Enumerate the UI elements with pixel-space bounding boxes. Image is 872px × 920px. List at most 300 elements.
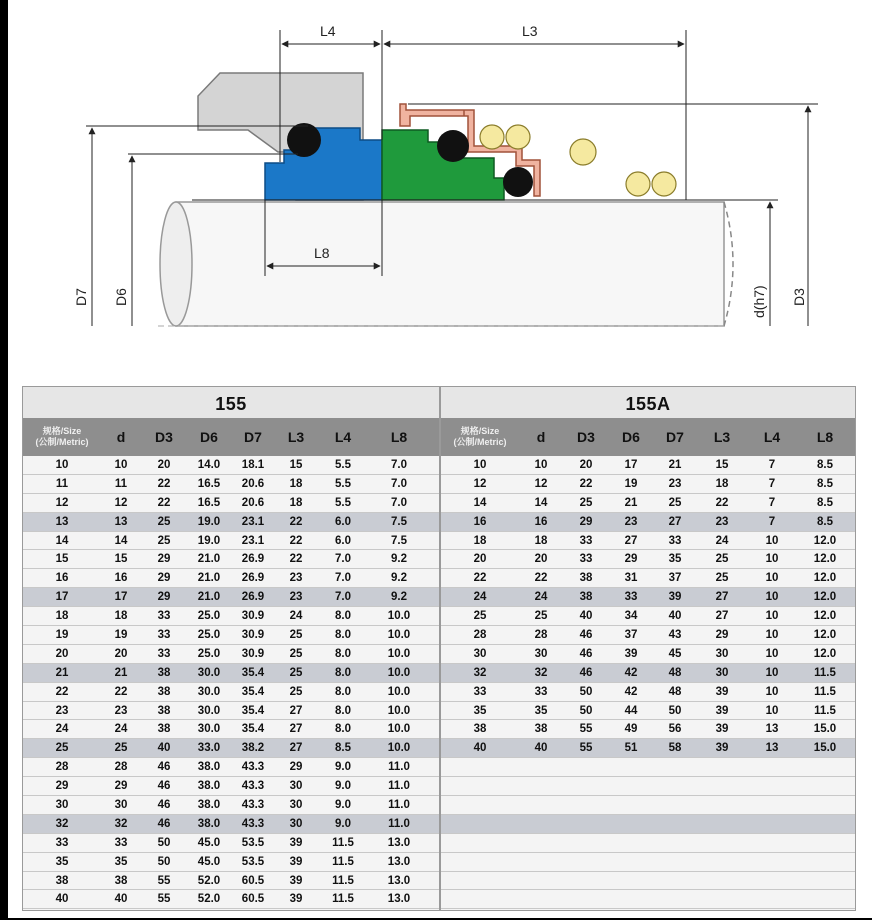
table-cell: 16.5 — [197, 496, 221, 509]
dim-label-d3: D3 — [791, 288, 807, 306]
table-cell: 13.0 — [387, 855, 411, 868]
table-cell: 25.0 — [197, 628, 221, 641]
table-cell: 60.5 — [241, 893, 265, 906]
table-cell: 42 — [624, 685, 638, 698]
table-cell: 20 — [114, 647, 128, 660]
table-row-empty — [441, 777, 855, 796]
table-cell: 33 — [114, 836, 128, 849]
table-cell: 20 — [579, 458, 593, 471]
table-cell: 39 — [289, 836, 303, 849]
table-row — [23, 815, 439, 834]
table-cell: 26.9 — [241, 572, 265, 585]
table-row — [23, 494, 439, 513]
table-cell: 10 — [765, 666, 779, 679]
header-cell: L3 — [287, 429, 305, 445]
spring-ball — [480, 125, 504, 149]
table-cell: 21.0 — [197, 572, 221, 585]
table-cell: 19.0 — [197, 534, 221, 547]
table-cell: 17 — [55, 591, 69, 604]
table-cell: 27 — [289, 742, 303, 755]
table-cell: 7 — [768, 515, 776, 528]
table-cell: 18 — [715, 477, 729, 490]
table-cell: 29 — [114, 780, 128, 793]
dim-label-l4: L4 — [320, 23, 336, 39]
table-cell: 20 — [157, 458, 171, 471]
table-cell: 10 — [534, 458, 548, 471]
o-ring — [287, 123, 321, 157]
table-cell: 21 — [114, 666, 128, 679]
dim-label-dh7: d(h7) — [751, 285, 767, 318]
table-cell: 11.0 — [388, 780, 410, 793]
table-row — [441, 588, 855, 607]
table-row — [23, 777, 439, 796]
table-title: 155 — [23, 387, 439, 418]
spring-ball — [506, 125, 530, 149]
table-cell: 25.0 — [197, 610, 221, 623]
table-cell: 7 — [768, 458, 776, 471]
header-cell: d — [116, 429, 126, 445]
table-cell: 29 — [157, 591, 171, 604]
table-header — [441, 418, 855, 456]
table-cell: 30 — [289, 798, 303, 811]
table-cell: 29 — [157, 572, 171, 585]
table-cell: 20 — [473, 553, 487, 566]
table-cell: 11.0 — [388, 817, 410, 830]
table-cell: 43 — [668, 628, 682, 641]
table-cell: 10 — [765, 647, 779, 660]
table-cell: 13 — [55, 515, 69, 528]
table-cell: 17 — [114, 591, 128, 604]
table-cell: 27 — [715, 610, 729, 623]
table-cell: 16 — [534, 515, 548, 528]
table-cell: 8.0 — [335, 610, 351, 623]
table-cell: 49 — [624, 723, 638, 736]
table-cell: 38.0 — [197, 761, 221, 774]
table-cell: 35.4 — [241, 723, 265, 736]
table-row — [23, 645, 439, 664]
table-row-empty — [441, 853, 855, 872]
table-cell: 15.0 — [813, 723, 837, 736]
table-cell: 27 — [289, 704, 303, 717]
table-cell: 25 — [289, 685, 303, 698]
table-cell: 10 — [765, 685, 779, 698]
table-cell: 30 — [289, 780, 303, 793]
table-cell: 15 — [55, 553, 69, 566]
table-cell: 29 — [715, 628, 729, 641]
header-cell: L8 — [816, 429, 834, 445]
table-155a — [440, 386, 856, 911]
table-cell: 10 — [765, 704, 779, 717]
table-cell: 21.0 — [197, 553, 221, 566]
table-cell: 8.5 — [817, 458, 833, 471]
table-cell: 52.0 — [197, 893, 221, 906]
table-cell: 23.1 — [241, 534, 265, 547]
table-cell: 39 — [289, 874, 303, 887]
catalog-page — [8, 0, 872, 918]
table-cell: 9.0 — [335, 761, 351, 774]
table-cell: 7.0 — [391, 477, 407, 490]
table-row-empty — [441, 796, 855, 815]
table-cell: 19.0 — [197, 515, 221, 528]
table-row — [441, 513, 855, 532]
table-cell: 11.0 — [388, 798, 410, 811]
table-cell: 38.0 — [197, 817, 221, 830]
table-cell: 38 — [473, 723, 487, 736]
table-row — [23, 834, 439, 853]
table-cell: 10 — [765, 591, 779, 604]
table-cell: 26.9 — [241, 591, 265, 604]
table-cell: 30.0 — [197, 704, 221, 717]
table-cell: 12 — [114, 496, 128, 509]
table-row — [23, 550, 439, 569]
table-row — [441, 456, 855, 475]
table-row — [23, 739, 439, 758]
table-cell: 38 — [157, 723, 171, 736]
table-cell: 46 — [157, 798, 171, 811]
table-cell: 23 — [715, 515, 729, 528]
table-cell: 26.9 — [241, 553, 265, 566]
table-row — [441, 702, 855, 721]
table-cell: 35 — [473, 704, 487, 717]
table-cell: 22 — [289, 534, 303, 547]
table-cell: 51 — [624, 742, 638, 755]
table-cell: 11 — [114, 477, 128, 490]
table-cell: 30 — [715, 666, 729, 679]
table-row — [23, 702, 439, 721]
table-row-empty — [441, 872, 855, 891]
table-cell: 15 — [289, 458, 303, 471]
table-cell: 10 — [765, 610, 779, 623]
table-cell: 8.5 — [335, 742, 351, 755]
table-row — [23, 853, 439, 872]
spring-ball — [652, 172, 676, 196]
table-cell: 43.3 — [241, 817, 265, 830]
table-cell: 27 — [624, 534, 638, 547]
table-cell: 52.0 — [197, 874, 221, 887]
table-cell: 29 — [157, 553, 171, 566]
table-cell: 11.5 — [332, 836, 354, 849]
table-cell: 18 — [289, 477, 303, 490]
table-cell: 10 — [114, 458, 128, 471]
table-cell: 7.0 — [391, 458, 407, 471]
table-cell: 9.0 — [335, 780, 351, 793]
table-row — [441, 607, 855, 626]
table-cell: 53.5 — [241, 855, 265, 868]
table-cell: 25 — [473, 610, 487, 623]
table-cell: 55 — [157, 874, 171, 887]
table-cell: 10 — [765, 628, 779, 641]
table-cell: 40 — [668, 610, 682, 623]
table-cell: 25 — [289, 628, 303, 641]
table-cell: 13.0 — [387, 836, 411, 849]
table-cell: 12.0 — [813, 534, 837, 547]
header-size: 规格/Size (公制/Metric) — [35, 426, 89, 447]
table-cell: 12 — [55, 496, 69, 509]
table-cell: 11.5 — [814, 704, 836, 717]
table-cell: 38 — [157, 704, 171, 717]
table-cell: 7.5 — [391, 515, 407, 528]
table-cell: 15 — [114, 553, 128, 566]
table-cell: 16 — [114, 572, 128, 585]
table-cell: 18.1 — [241, 458, 265, 471]
table-cell: 6.0 — [335, 534, 351, 547]
table-cell: 12 — [473, 477, 487, 490]
table-cell: 14.0 — [197, 458, 221, 471]
table-cell: 37 — [668, 572, 682, 585]
table-row-empty — [441, 890, 855, 909]
table-cell: 39 — [715, 742, 729, 755]
table-cell: 39 — [624, 647, 638, 660]
table-cell: 12.0 — [813, 572, 837, 585]
table-cell: 33 — [624, 591, 638, 604]
table-cell: 30 — [55, 798, 69, 811]
dim-label-l8: L8 — [314, 245, 330, 261]
table-cell: 38 — [579, 591, 593, 604]
table-cell: 16 — [55, 572, 69, 585]
header-cell: D7 — [666, 429, 684, 445]
table-cell: 30 — [715, 647, 729, 660]
table-cell: 8.0 — [335, 685, 351, 698]
table-cell: 11.5 — [332, 874, 354, 887]
table-cell: 22 — [55, 685, 69, 698]
table-cell: 22 — [715, 496, 729, 509]
table-row — [441, 664, 855, 683]
table-row — [441, 550, 855, 569]
dim-label-d6: D6 — [113, 288, 129, 306]
table-cell: 8.0 — [335, 704, 351, 717]
table-cell: 11.0 — [388, 761, 410, 774]
table-cell: 8.5 — [817, 477, 833, 490]
table-cell: 11 — [55, 477, 69, 490]
shaft — [158, 202, 733, 326]
table-header — [23, 418, 439, 456]
table-cell: 19 — [55, 628, 69, 641]
table-cell: 25 — [715, 553, 729, 566]
table-cell: 43.3 — [241, 780, 265, 793]
table-cell: 38 — [534, 723, 548, 736]
table-cell: 38 — [579, 572, 593, 585]
table-cell: 9.2 — [391, 572, 407, 585]
table-cell: 12.0 — [813, 553, 837, 566]
table-cell: 20.6 — [241, 477, 265, 490]
table-cell: 40 — [534, 742, 548, 755]
table-cell: 10 — [55, 458, 69, 471]
table-cell: 35 — [114, 855, 128, 868]
table-cell: 29 — [55, 780, 69, 793]
table-cell: 46 — [157, 817, 171, 830]
table-cell: 10.0 — [387, 610, 411, 623]
table-row — [23, 607, 439, 626]
table-cell: 13.0 — [387, 893, 411, 906]
table-cell: 30 — [473, 647, 487, 660]
table-cell: 46 — [579, 628, 593, 641]
table-row — [23, 588, 439, 607]
table-cell: 46 — [157, 780, 171, 793]
table-cell: 18 — [534, 534, 548, 547]
table-cell: 5.5 — [335, 477, 351, 490]
table-cell: 20.6 — [241, 496, 265, 509]
table-row — [23, 872, 439, 891]
table-cell: 23 — [289, 572, 303, 585]
table-cell: 7.0 — [391, 496, 407, 509]
header-cell: L3 — [713, 429, 731, 445]
table-cell: 24 — [289, 610, 303, 623]
table-cell: 10 — [765, 534, 779, 547]
table-row — [23, 532, 439, 551]
table-cell: 24 — [473, 591, 487, 604]
table-title: 155A — [441, 387, 855, 418]
table-row — [23, 664, 439, 683]
table-row — [23, 683, 439, 702]
table-cell: 33 — [668, 534, 682, 547]
table-row — [23, 890, 439, 909]
table-cell: 8.0 — [335, 647, 351, 660]
dim-label-l3: L3 — [522, 23, 538, 39]
table-cell: 13 — [765, 723, 779, 736]
table-cell: 33 — [157, 610, 171, 623]
header-cell: D6 — [622, 429, 640, 445]
table-cell: 38 — [157, 666, 171, 679]
table-cell: 31 — [624, 572, 638, 585]
table-cell: 28 — [55, 761, 69, 774]
table-cell: 32 — [114, 817, 128, 830]
table-row — [441, 532, 855, 551]
table-row — [23, 796, 439, 815]
table-cell: 38.2 — [241, 742, 265, 755]
table-cell: 30 — [534, 647, 548, 660]
table-body — [441, 456, 855, 909]
table-cell: 35 — [534, 704, 548, 717]
table-cell: 34 — [624, 610, 638, 623]
table-cell: 55 — [579, 742, 593, 755]
table-cell: 46 — [157, 761, 171, 774]
table-cell: 53.5 — [241, 836, 265, 849]
table-cell: 32 — [534, 666, 548, 679]
table-155 — [22, 386, 440, 911]
table-cell: 44 — [624, 704, 638, 717]
header-size: 规格/Size (公制/Metric) — [453, 426, 507, 447]
table-row — [441, 494, 855, 513]
table-cell: 22 — [157, 496, 171, 509]
table-cell: 14 — [534, 496, 548, 509]
table-cell: 19 — [114, 628, 128, 641]
table-cell: 50 — [157, 836, 171, 849]
table-cell: 11.5 — [332, 893, 354, 906]
table-cell: 33 — [157, 647, 171, 660]
table-cell: 22 — [114, 685, 128, 698]
table-row-empty — [441, 834, 855, 853]
table-cell: 30 — [289, 817, 303, 830]
table-body — [23, 456, 439, 909]
table-cell: 7.0 — [335, 553, 351, 566]
table-row — [441, 569, 855, 588]
table-cell: 35 — [668, 553, 682, 566]
table-cell: 25 — [289, 666, 303, 679]
table-cell: 9.2 — [391, 591, 407, 604]
table-cell: 45.0 — [197, 836, 221, 849]
table-cell: 39 — [715, 704, 729, 717]
table-row — [441, 475, 855, 494]
table-cell: 25 — [55, 742, 69, 755]
table-cell: 19 — [624, 477, 638, 490]
table-row — [23, 758, 439, 777]
header-cell: L4 — [334, 429, 352, 445]
seal-cross-section-drawing — [8, 0, 872, 340]
table-cell: 30.0 — [197, 685, 221, 698]
table-cell: 60.5 — [241, 874, 265, 887]
table-row — [23, 720, 439, 739]
header-cell: D3 — [155, 429, 173, 445]
table-cell: 13 — [114, 515, 128, 528]
dim-label-d7: D7 — [73, 288, 89, 306]
table-cell: 28 — [114, 761, 128, 774]
table-cell: 24 — [55, 723, 69, 736]
table-cell: 37 — [624, 628, 638, 641]
table-row — [441, 739, 855, 758]
table-cell: 23 — [55, 704, 69, 717]
table-cell: 42 — [624, 666, 638, 679]
table-cell: 33 — [534, 685, 548, 698]
table-cell: 11.5 — [332, 855, 354, 868]
table-cell: 16 — [473, 515, 487, 528]
table-cell: 39 — [289, 893, 303, 906]
table-cell: 30.9 — [241, 647, 265, 660]
table-cell: 50 — [157, 855, 171, 868]
table-cell: 10 — [473, 458, 487, 471]
table-cell: 5.5 — [335, 458, 351, 471]
table-cell: 40 — [473, 742, 487, 755]
table-cell: 35.4 — [241, 685, 265, 698]
table-cell: 38 — [157, 685, 171, 698]
table-cell: 48 — [668, 666, 682, 679]
table-cell: 7 — [768, 496, 776, 509]
table-cell: 45.0 — [197, 855, 221, 868]
table-cell: 32 — [473, 666, 487, 679]
table-cell: 8.5 — [817, 515, 833, 528]
table-cell: 28 — [473, 628, 487, 641]
table-cell: 56 — [668, 723, 682, 736]
header-cell: d — [536, 429, 546, 445]
table-cell: 22 — [534, 572, 548, 585]
table-cell: 38 — [55, 874, 69, 887]
table-cell: 18 — [289, 496, 303, 509]
table-cell: 14 — [473, 496, 487, 509]
table-cell: 40 — [55, 893, 69, 906]
table-cell: 27 — [715, 591, 729, 604]
header-cell: L8 — [390, 429, 408, 445]
table-cell: 23.1 — [241, 515, 265, 528]
table-cell: 23 — [289, 591, 303, 604]
table-cell: 12.0 — [813, 647, 837, 660]
table-cell: 33.0 — [197, 742, 221, 755]
table-row — [441, 683, 855, 702]
table-cell: 17 — [624, 458, 638, 471]
table-cell: 9.2 — [391, 553, 407, 566]
table-cell: 33 — [579, 553, 593, 566]
table-cell: 10.0 — [387, 742, 411, 755]
table-row — [23, 513, 439, 532]
table-cell: 13 — [765, 742, 779, 755]
table-cell: 22 — [157, 477, 171, 490]
table-cell: 27 — [289, 723, 303, 736]
table-cell: 45 — [668, 647, 682, 660]
table-cell: 7.5 — [391, 534, 407, 547]
table-cell: 28 — [534, 628, 548, 641]
table-cell: 9.0 — [335, 817, 351, 830]
table-row — [23, 456, 439, 475]
table-row — [23, 475, 439, 494]
table-cell: 10.0 — [387, 723, 411, 736]
